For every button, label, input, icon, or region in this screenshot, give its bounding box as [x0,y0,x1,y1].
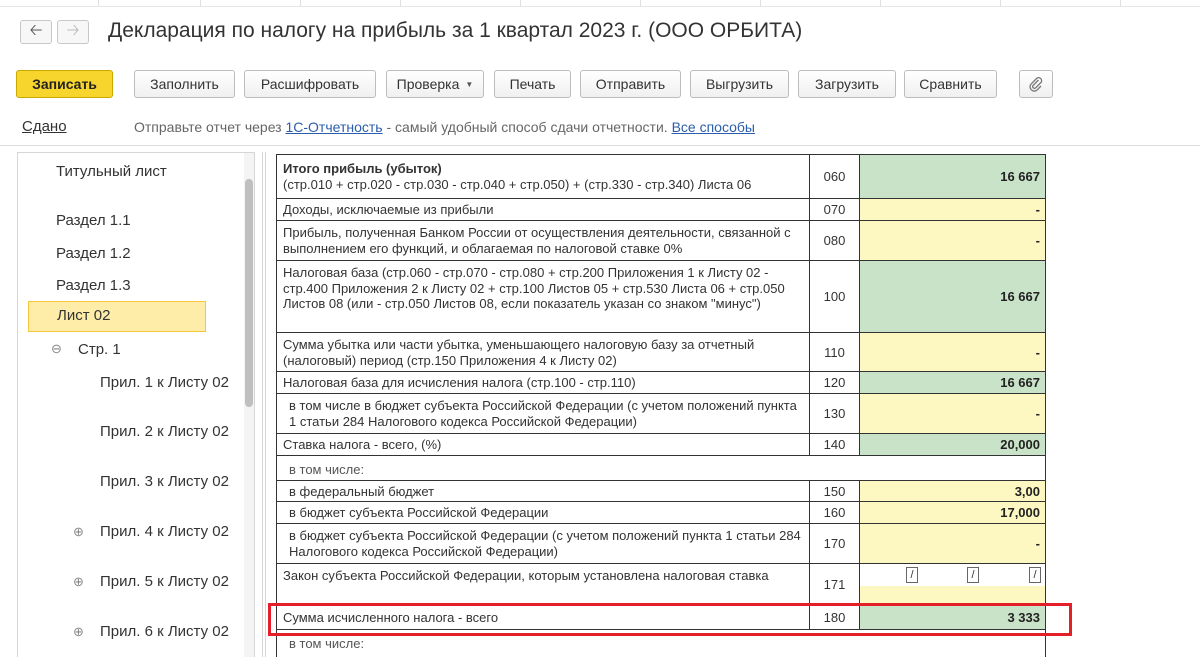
law-number-area [860,564,1045,586]
row-code: 180 [809,606,859,630]
status-bar [0,118,1200,138]
row-code: 100 [809,261,859,333]
onec-reporting-link[interactable]: 1С-Отчетность [285,119,383,135]
form-row-120 [276,372,1046,394]
compare-button[interactable]: Сравнить [904,70,997,98]
law-number-separator: / [967,567,979,583]
dropdown-arrow-icon: ▼ [465,79,474,89]
info-middle: - самый удобный способ сдачи отчетности. [382,119,672,135]
law-article-separator: / [1029,567,1041,583]
row-code: 150 [809,480,859,502]
arrow-right-icon: 🡢 [66,21,80,39]
row-code: 070 [809,199,859,221]
form-row-140 [276,434,1046,456]
row-label: Ставка налога - всего, (%) [276,434,809,456]
row-label: в том числе в бюджет субъекта Российской Федерации (с учетом положений пункта 1 статьи 284 Налогового кодекса Российской Федерации) [276,394,809,434]
row-code: 170 [809,524,859,564]
row-value-field[interactable]: 20,000 [859,434,1046,456]
send-info-text [134,119,755,135]
row-code: 110 [809,333,859,372]
form-row-100 [276,261,1046,333]
row-label: Закон субъекта Российской Федерации, которым установлена налоговая ставка [276,564,809,606]
row-label: Доходы, исключаемые из прибыли [276,199,809,221]
sidebar-scroll-thumb[interactable] [245,179,253,407]
tree-item-appendix-3[interactable]: Прил. 3 к Листу 02 [100,473,229,490]
send-button[interactable]: Отправить [580,70,681,98]
expand-icon[interactable]: ⊕ [73,624,84,639]
row-label: Сумма исчисленного налога - всего [276,606,809,630]
row-code: 171 [809,564,859,606]
tree-item-appendix-6[interactable]: Прил. 6 к Листу 02 [100,623,229,640]
page-title: Декларация по налогу на прибыль за 1 квартал 2023 г. (ООО ОРБИТА) [108,19,803,42]
form-row-130 [276,394,1046,434]
row-label: в бюджет субъекта Российской Федерации (с учетом положений пункта 1 статьи 284 Налогового кодекса Российской Федерации) [276,524,809,564]
law-fields [859,564,1046,606]
subheading-including: в том числе: [276,456,1046,480]
import-button[interactable]: Загрузить [798,70,896,98]
row-label: Налоговая база (стр.060 - стр.070 - стр.080 + стр.200 Приложения 1 к Листу 02 - стр.400 Приложения 2 к Листу 02 + стр.100 Листов 05 + стр.530 Листа 06 + стр.050 Листов 08 (или - стр.050 Листов 08, если показатель указан со знаком "минус") [276,261,809,333]
tree-item-sheet-02-label: Лист 02 [57,307,111,324]
row-code: 130 [809,394,859,434]
row-value-field[interactable]: 16 667 [859,372,1046,394]
check-button-label: Проверка [396,76,460,92]
divider [0,145,1200,146]
declaration-form [276,154,1046,657]
row-label-formula: (стр.010 + стр.020 - стр.030 - стр.040 + стр.050) + (стр.330 - стр.340) Листа 06 [283,176,752,192]
row-value-field[interactable]: - [859,199,1046,221]
form-row-170 [276,524,1046,564]
decode-button[interactable]: Расшифровать [244,70,376,98]
sections-tree [17,152,255,657]
row-code: 160 [809,502,859,524]
form-row-160 [276,502,1046,524]
form-row-070 [276,199,1046,221]
tree-item-section-1-1[interactable]: Раздел 1.1 [56,212,131,229]
row-label: Налоговая база для исчисления налога (стр.100 - стр.110) [276,372,809,394]
form-row-060 [276,154,1046,199]
save-button[interactable]: Записать [16,70,113,98]
subheading-including: в том числе: [276,630,1046,657]
export-button[interactable]: Выгрузить [690,70,789,98]
info-prefix: Отправьте отчет через [134,119,286,135]
all-methods-link[interactable]: Все способы [671,119,755,135]
form-row-171 [276,564,1046,606]
law-date-separator: / [906,567,918,583]
form-row-150 [276,480,1046,502]
check-dropdown-button[interactable] [386,70,484,98]
row-value-field[interactable]: 16 667 [859,154,1046,199]
tree-item-title-page[interactable]: Титульный лист [56,163,167,180]
arrow-left-icon: 🡠 [29,21,43,39]
tree-item-appendix-2[interactable]: Прил. 2 к Листу 02 [100,423,229,440]
tree-item-section-1-2[interactable]: Раздел 1.2 [56,245,131,262]
attach-button[interactable] [1019,70,1053,98]
row-code: 060 [809,154,859,199]
row-label: Прибыль, полученная Банком России от осуществления деятельности, связанной с выполнением его функций, и облагаемая по налоговой ставке 0% [276,221,809,261]
print-button[interactable]: Печать [494,70,571,98]
row-label: в бюджет субъекта Российской Федерации [276,502,809,524]
collapse-icon[interactable]: ⊖ [51,341,62,356]
row-label: в федеральный бюджет [276,480,809,502]
panel-splitter[interactable] [262,152,266,657]
tree-item-appendix-5[interactable]: Прил. 5 к Листу 02 [100,573,229,590]
tree-item-appendix-4[interactable]: Прил. 4 к Листу 02 [100,523,229,540]
row-value-field[interactable]: 3,00 [859,480,1046,502]
row-code: 080 [809,221,859,261]
tree-item-page-1[interactable]: Стр. 1 [78,341,121,358]
row-value-field[interactable]: 3 333 [859,606,1046,630]
row-label [276,154,809,199]
submitted-link[interactable]: Сдано [22,118,67,135]
expand-icon[interactable]: ⊕ [73,524,84,539]
forward-button[interactable] [57,20,89,44]
tree-item-sheet-02[interactable] [28,301,206,332]
form-row-110 [276,333,1046,372]
paperclip-icon [1028,76,1044,92]
back-button[interactable] [20,20,52,44]
row-value-field[interactable]: 17,000 [859,502,1046,524]
row-value-field[interactable]: - [859,524,1046,564]
row-label-bold: Итого прибыль (убыток) [283,161,442,176]
highlight-frame [268,603,1072,636]
row-value-field[interactable]: - [859,333,1046,372]
row-value-field[interactable]: 16 667 [859,261,1046,333]
tree-item-section-1-3[interactable]: Раздел 1.3 [56,277,131,294]
tree-item-appendix-1[interactable]: Прил. 1 к Листу 02 [100,374,229,391]
window-top-edge [0,0,1200,7]
fill-button[interactable]: Заполнить [134,70,235,98]
row-code: 140 [809,434,859,456]
form-row-080 [276,221,1046,261]
row-value-field[interactable]: - [859,221,1046,261]
expand-icon[interactable]: ⊕ [73,574,84,589]
row-value-field[interactable]: - [859,394,1046,434]
row-label: Сумма убытка или части убытка, уменьшающего налоговую базу за отчетный (налоговый) период (стр.150 Приложения 4 к Листу 02) [276,333,809,372]
row-code: 120 [809,372,859,394]
